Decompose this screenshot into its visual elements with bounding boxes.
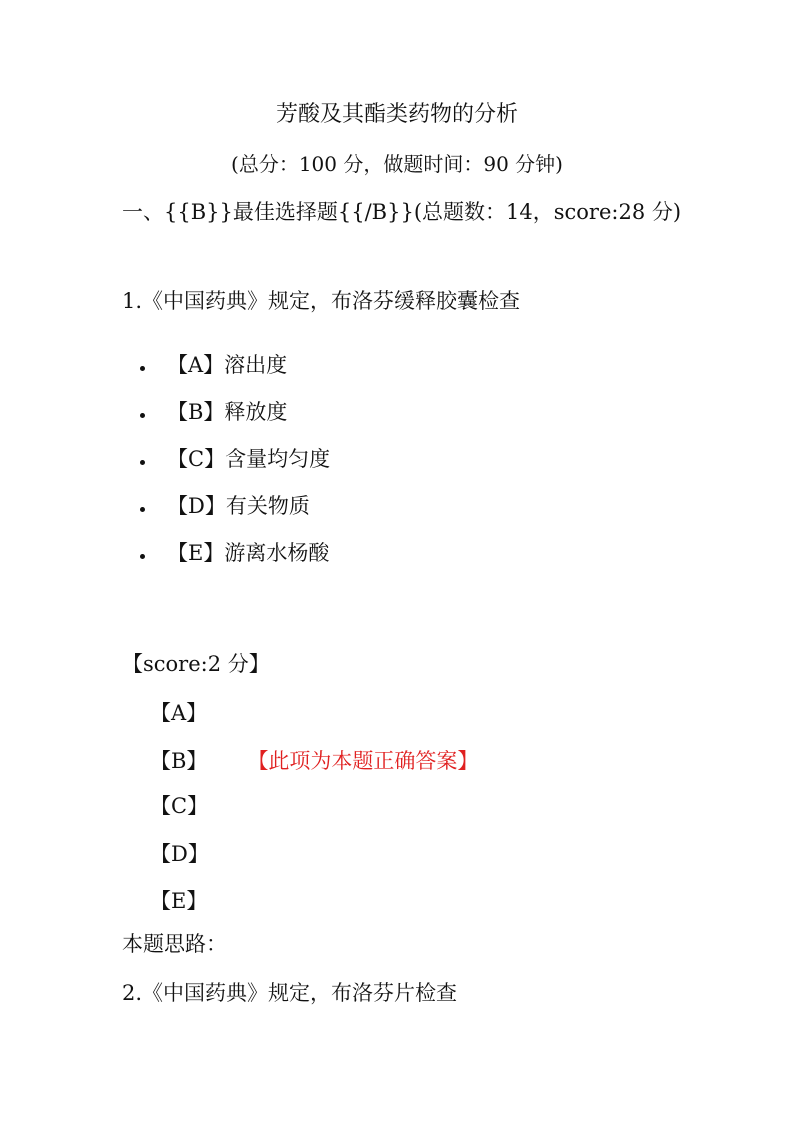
answer-b bbox=[150, 745, 478, 775]
question-1-text: 1.《中国药典》规定，布洛芬缓释胶囊检查 bbox=[122, 289, 521, 313]
answer-label: 【B】 bbox=[150, 749, 208, 773]
correct-answer-note: 【此项为本题正确答案】 bbox=[247, 749, 479, 773]
answer-d bbox=[150, 838, 209, 868]
bullet-icon bbox=[140, 507, 145, 512]
option-a bbox=[140, 342, 330, 389]
option-text: 【B】释放度 bbox=[167, 400, 288, 424]
option-text: 【D】有关物质 bbox=[167, 494, 310, 518]
exam-info: (总分：100 分，做题时间：90 分钟) bbox=[231, 152, 563, 176]
option-text: 【E】游离水杨酸 bbox=[167, 541, 330, 565]
thinking-label: 本题思路： bbox=[122, 932, 227, 956]
answer-label: 【A】 bbox=[150, 701, 208, 725]
answer-e bbox=[150, 885, 207, 915]
bullet-icon bbox=[140, 366, 145, 371]
answer-label: 【D】 bbox=[150, 842, 209, 866]
option-text: 【C】含量均匀度 bbox=[167, 447, 331, 471]
question-1-options bbox=[140, 342, 330, 577]
option-e bbox=[140, 530, 330, 577]
option-c bbox=[140, 436, 330, 483]
answer-c bbox=[150, 790, 208, 820]
bullet-icon bbox=[140, 460, 145, 465]
bullet-icon bbox=[140, 413, 145, 418]
question-2-text: 2.《中国药典》规定，布洛芬片检查 bbox=[122, 981, 458, 1005]
question-1-score: 【score:2 分】 bbox=[122, 652, 270, 676]
option-text: 【A】溶出度 bbox=[167, 353, 288, 377]
document-title: 芳酸及其酯类药物的分析 bbox=[275, 102, 518, 127]
answer-label: 【C】 bbox=[150, 794, 209, 818]
answer-a bbox=[150, 697, 207, 727]
section-heading: 一、{{B}}最佳选择题{{/B}}(总题数：14，score:28 分) bbox=[122, 200, 682, 224]
option-d bbox=[140, 483, 330, 530]
answer-label: 【E】 bbox=[150, 889, 208, 913]
option-b bbox=[140, 389, 330, 436]
bullet-icon bbox=[140, 554, 145, 559]
